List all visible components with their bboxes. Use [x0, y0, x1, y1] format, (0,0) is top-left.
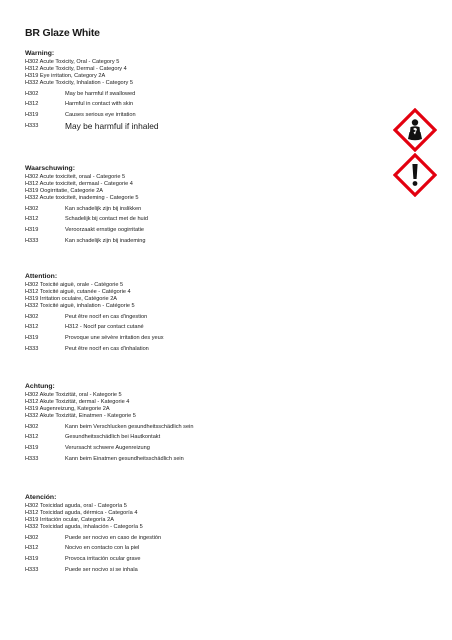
hazard-code: H312 — [25, 216, 39, 223]
hazard-code: H302 — [25, 90, 39, 97]
hazard-code: H302 — [25, 423, 39, 430]
classification-line: H302 Akute Toxizität, oral - Kategorie 5 — [25, 392, 122, 398]
classification-line: H312 Acute toxiciteit, dermaal - Categorie 4 — [25, 180, 133, 187]
section-heading: Warning: — [25, 50, 55, 57]
section-heading: Achtung: — [25, 383, 55, 390]
classification-line: H312 Acute Toxicity, Dermal - Category 4 — [25, 65, 127, 72]
section-heading: Atención: — [25, 494, 57, 501]
hazard-statement — [25, 99, 355, 110]
hazard-statement — [25, 422, 355, 433]
page-title: BR Glaze White — [25, 27, 100, 39]
section-dutch — [25, 164, 355, 247]
hazard-text: Veroorzaakt ernstige oogirritatie — [65, 227, 144, 234]
hazard-statement — [25, 110, 355, 121]
hazard-code: H319 — [25, 335, 39, 342]
hazard-code: H333 — [25, 567, 39, 574]
classification-line: H332 Acute Toxicity, Inhalation - Category 5 — [25, 79, 133, 86]
hazard-statement — [25, 89, 355, 100]
section-german — [25, 382, 355, 465]
ghs07-exclamation-mark-icon — [393, 153, 437, 197]
hazard-text: May be harmful if inhaled — [65, 121, 159, 132]
hazard-statements — [25, 533, 355, 576]
classification-line: H302 Toxicidad aguda, oral - Categoría 5 — [25, 503, 127, 509]
classification-line: H332 Toxicité aiguë, inhalation - Catégorie 5 — [25, 302, 135, 309]
hazard-statements — [25, 312, 355, 355]
hazard-statements — [25, 89, 355, 132]
hazard-code: H302 — [25, 205, 39, 212]
hazard-code: H333 — [25, 346, 39, 353]
hazard-code: H312 — [25, 434, 39, 441]
hazard-code: H319 — [25, 556, 39, 563]
classification-line: H312 Toxicité aiguë, cutanée - Catégorie 4 — [25, 288, 131, 295]
hazard-text: Causes serious eye irritation — [65, 112, 136, 119]
hazard-text: Nocivo en contacto con la piel — [65, 545, 140, 552]
hazard-text: Gesundheitsschädlich bei Hautkontakt — [65, 434, 161, 441]
hazard-code: H312 — [25, 101, 39, 108]
section-heading: Attention: — [25, 273, 58, 280]
hazard-code: H319 — [25, 227, 39, 234]
hazard-statement — [25, 204, 355, 215]
hazard-statement — [25, 554, 355, 565]
hazard-code: H302 — [25, 313, 39, 320]
hazard-code: H312 — [25, 545, 39, 552]
hazard-statement — [25, 121, 355, 132]
hazard-text: Schadelijk bij contact met de huid — [65, 216, 149, 223]
hazard-text: May be harmful if swallowed — [65, 90, 136, 97]
hazard-text: Provoque une sévère irritation des yeux — [65, 335, 164, 342]
hazard-statements — [25, 204, 355, 247]
hazard-statement — [25, 533, 355, 544]
hazard-statements — [25, 422, 355, 465]
classification-line: H302 Acute toxiciteit, oraal - Categorie 5 — [25, 174, 126, 180]
classification-line: H319 Oogirritatie, Categorie 2A — [25, 187, 104, 194]
classification-line: H332 Akute Toxizität, Einatmen - Kategorie 5 — [25, 412, 136, 419]
hazard-statement — [25, 225, 355, 236]
hazard-statement — [25, 214, 355, 225]
classification-line: H302 Acute Toxicity, Oral - Category 5 — [25, 59, 120, 65]
ghs08-health-hazard-icon — [393, 108, 437, 152]
hazard-text: H312 - Nocif par contact cutané — [65, 324, 144, 331]
hazard-statement — [25, 565, 355, 576]
hazard-text: Kan schadelijk zijn bij inademing — [65, 238, 146, 245]
hazard-statement — [25, 432, 355, 443]
hazard-text: Puede ser nocivo si se inhala — [65, 567, 138, 574]
hazard-statement — [25, 543, 355, 554]
classification-line: H312 Akute Toxizität, dermal - Kategorie 4 — [25, 398, 130, 405]
hazard-text: Kann beim Verschlucken gesundheitsschädlich sein — [65, 423, 194, 430]
hazard-text: Puede ser nocivo en caso de ingestión — [65, 534, 162, 541]
hazard-statement — [25, 454, 355, 465]
section-heading: Waarschuwing: — [25, 165, 75, 172]
hazard-code: H333 — [25, 123, 39, 130]
classification-line: H319 Eye irritation, Category 2A — [25, 72, 106, 79]
section-english — [25, 49, 355, 132]
hazard-statement — [25, 344, 355, 355]
hazard-statement — [25, 322, 355, 333]
hazard-pictograms — [393, 108, 437, 198]
classification-line: H319 Irritación ocular, Categoría 2A — [25, 516, 114, 523]
hazard-code: H333 — [25, 456, 39, 463]
hazard-statement — [25, 236, 355, 247]
classification-line: H312 Toxicidad aguda, dérmica - Categoría 4 — [25, 509, 138, 516]
hazard-text: Verursacht schwere Augenreizung — [65, 445, 150, 452]
classification-line: H332 Toxicidad aguda, inhalación - Categoría 5 — [25, 523, 143, 530]
section-french — [25, 272, 355, 355]
hazard-statement — [25, 312, 355, 323]
hazard-text: Kan schadelijk zijn bij inslikken — [65, 205, 142, 212]
section-spanish — [25, 493, 355, 576]
classification-line: H332 Acute toxiciteit, inademing - Categorie 5 — [25, 194, 139, 201]
hazard-code: H319 — [25, 112, 39, 119]
hazard-text: Peut être nocif en cas d'ingestion — [65, 313, 148, 320]
hazard-code: H312 — [25, 324, 39, 331]
hazard-code: H319 — [25, 445, 39, 452]
hazard-text: Peut être nocif en cas d'inhalation — [65, 346, 149, 353]
hazard-code: H302 — [25, 534, 39, 541]
hazard-statement — [25, 443, 355, 454]
hazard-statement — [25, 333, 355, 344]
hazard-text: Kann beim Einatmen gesundheitsschädlich sein — [65, 456, 184, 463]
classification-line: H319 Irritation oculaire, Catégorie 2A — [25, 295, 118, 302]
classification-line: H302 Toxicité aiguë, orale - Catégorie 5 — [25, 282, 124, 288]
hazard-text: Harmful in contact with skin — [65, 101, 134, 108]
hazard-text: Provoca irritación ocular grave — [65, 556, 141, 563]
hazard-code: H333 — [25, 238, 39, 245]
classification-line: H319 Augenreizung, Kategorie 2A — [25, 405, 110, 412]
